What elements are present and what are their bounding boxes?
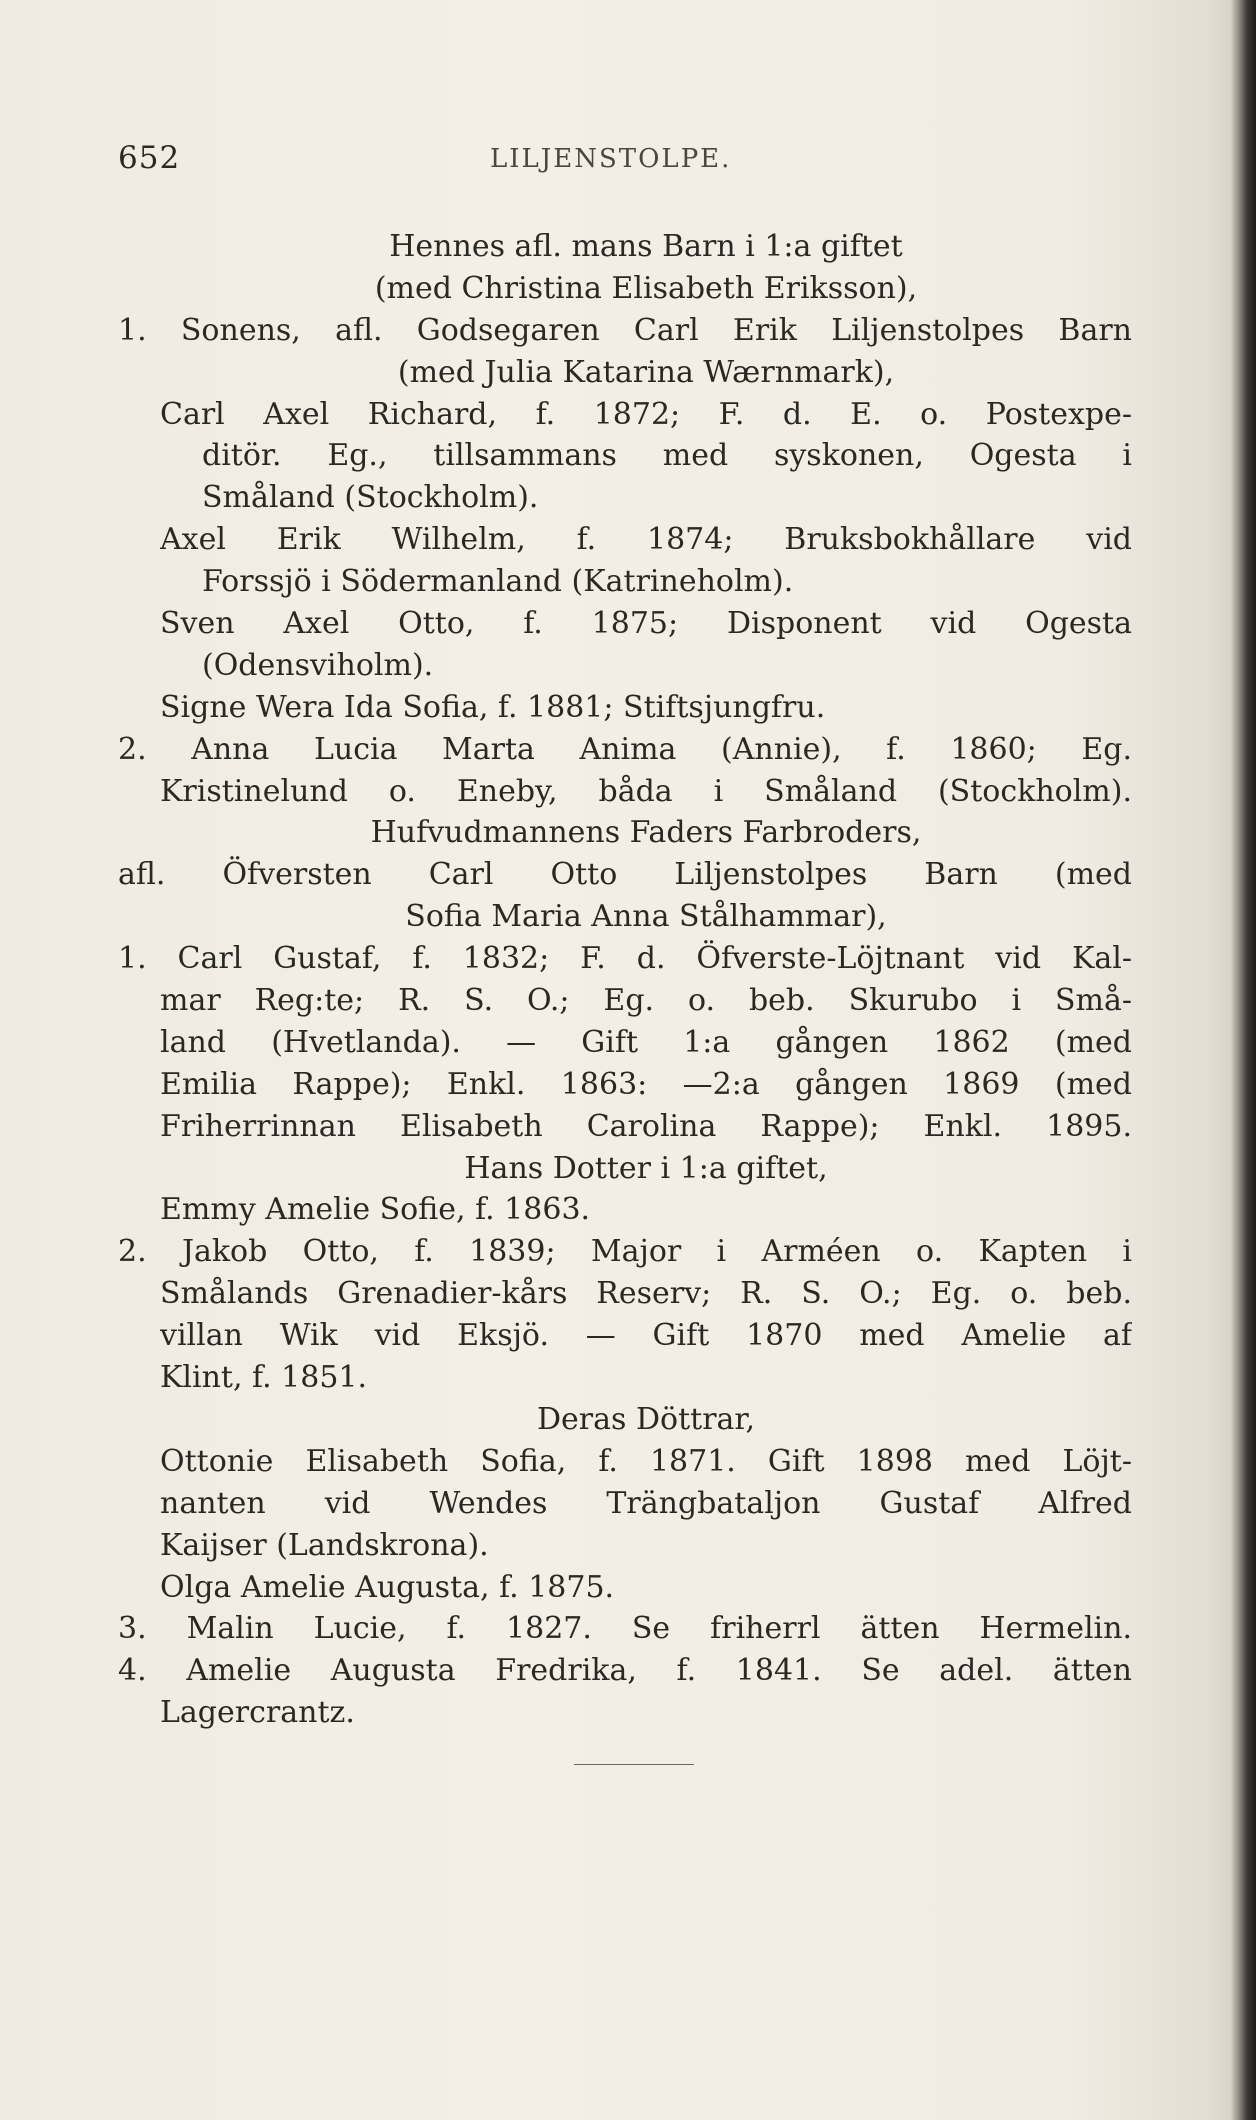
text-line: Sofia Maria Anna Stålhammar), (405, 899, 887, 935)
text-line: Kristinelund o. Eneby, båda i Småland (Stockholm). (160, 773, 1132, 809)
text-line: Sven Axel Otto, f. 1875; Disponent vid Ogesta (160, 606, 1132, 642)
text-line: villan Wik vid Eksjö. — Gift 1870 med Amelie af (160, 1318, 1132, 1354)
text-line: ditör. Eg., tillsammans med syskonen, Ogesta i (202, 438, 1132, 474)
text-line: 3. Malin Lucie, f. 1827. Se friherrl ätten Hermelin. (118, 1611, 1132, 1647)
text-line: 2. Anna Lucia Marta Anima (Annie), f. 1860; Eg. (118, 731, 1132, 767)
text-line: mar Reg:te; R. S. O.; Eg. o. beb. Skurubo i Små- (160, 983, 1132, 1019)
text-line: Signe Wera Ida Sofia, f. 1881; Stiftsjungfru. (160, 689, 826, 725)
text-line: 1. Carl Gustaf, f. 1832; F. d. Öfverste-Löjtnant vid Kal- (118, 941, 1132, 977)
text-line: Lagercrantz. (160, 1695, 355, 1731)
text-line: 2. Jakob Otto, f. 1839; Major i Arméen o. Kapten i (118, 1234, 1132, 1270)
text-line: Olga Amelie Augusta, f. 1875. (160, 1569, 615, 1605)
text-line: Smålands Grenadier-kårs Reserv; R. S. O.; Eg. o. beb. (160, 1276, 1132, 1312)
text-line: Hufvudmannens Faders Farbroders, (370, 815, 922, 851)
text-line: nanten vid Wendes Trängbataljon Gustaf Alfred (160, 1485, 1132, 1521)
text-line: Hennes afl. mans Barn i 1:a giftet (389, 229, 903, 264)
end-rule (574, 1764, 694, 1765)
text-line: Friherrinnan Elisabeth Carolina Rappe); Enkl. 1895. (160, 1108, 1132, 1144)
text-line: (Odensviholm). (202, 647, 434, 683)
text-line: afl. Öfversten Carl Otto Liljenstolpes Barn (med (118, 857, 1132, 893)
text-line: 4. Amelie Augusta Fredrika, f. 1841. Se adel. ätten (118, 1653, 1132, 1689)
text-line: (med Julia Katarina Wærnmark), (397, 354, 895, 390)
text-line: Småland (Stockholm). (202, 480, 539, 516)
page-binding-edge (1230, 0, 1256, 2120)
text-line: Hans Dotter i 1:a giftet, (464, 1150, 828, 1186)
text-line: Emmy Amelie Sofie, f. 1863. (160, 1192, 591, 1228)
page-header (118, 140, 1128, 180)
page-number: 652 (118, 140, 181, 176)
text-line: (med Christina Elisabeth Eriksson), (374, 270, 918, 306)
text-line: Kaijser (Landskrona). (160, 1527, 489, 1563)
body-text (118, 226, 1132, 1734)
text-line: Axel Erik Wilhelm, f. 1874; Bruksbokhållare vid (160, 522, 1132, 558)
running-title: LILJENSTOLPE. (490, 144, 732, 174)
text-line: Carl Axel Richard, f. 1872; F. d. E. o. Postexpe- (160, 396, 1132, 432)
text-line: Emilia Rappe); Enkl. 1863: —2:a gången 1869 (med (160, 1066, 1132, 1102)
text-line: 1. Sonens, afl. Godsegaren Carl Erik Liljenstolpes Barn (118, 312, 1132, 348)
text-line: land (Hvetlanda). — Gift 1:a gången 1862 (med (160, 1024, 1132, 1060)
text-line: Ottonie Elisabeth Sofia, f. 1871. Gift 1898 med Löjt- (160, 1443, 1132, 1479)
text-line: Forssjö i Södermanland (Katrineholm). (202, 564, 794, 600)
text-line: Deras Döttrar, (537, 1401, 755, 1437)
text-line: Klint, f. 1851. (160, 1360, 368, 1396)
